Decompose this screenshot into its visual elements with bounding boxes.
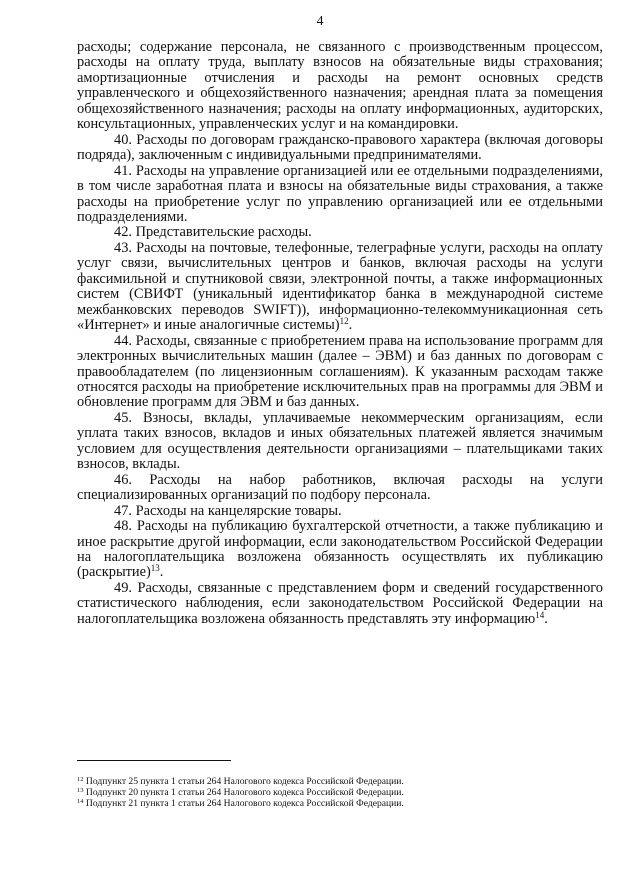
paragraph-43-text: 43. Расходы на почтовые, телефонные, телеграфные услуги, расходы на оплату услуг связи, вычислительных центров и банков, включая расходы на услуги факсимильной и спутниковой связи, электронной почты, а также информационных систем (СВИФТ (уникальный идентификатор банка в международной системе межбанковских переводов SWIFT)), информационно-телекоммуникационная сеть «Интернет» и иные аналогичные системы) (77, 239, 603, 334)
footnote-mark: 14 (77, 798, 84, 806)
paragraph-47: 47. Расходы на канцелярские товары. (114, 502, 342, 519)
paragraph-43: 43. Расходы на почтовые, телефонные, телеграфные услуги, расходы на оплату услуг связи, вычислительных центров и банков, включая расходы на услуги факсимильной и спутниковой связи, электронной почты, а также информационных систем (СВИФТ (уникальный идентификатор банка в международной системе межбанковских переводов SWIFT)), информационно-телекоммуникационная сеть «Интернет» и иные аналогичные системы)$^{12}$. (77, 239, 603, 334)
paragraph-44: 44. Расходы, связанные с приобретением права на использование программ для электронных вычислительных машин (далее – ЭВМ) и баз данных по договорам с правообладателем (по лицензионным соглашениям). К указанным расходам также относятся расходы на приобретение исключительных прав на программы для ЭВМ и обновление программ для ЭВМ и баз данных. (77, 332, 603, 411)
footnote-ref-14: 14 (535, 609, 545, 620)
footnote-separator (77, 760, 231, 761)
paragraph-49-text: 49. Расходы, связанные с представлением форм и сведений государственного статистического наблюдения, если законодательством Российской Федерации на налогоплательщика возложена обязанность представлять эту информацию (77, 579, 603, 627)
paragraph-40: 40. Расходы по договорам гражданско-правового характера (включая договоры подряда), заключенным с индивидуальными предпринимателями. (77, 131, 603, 164)
document-body (77, 40, 603, 627)
footnotes (77, 776, 603, 810)
footnote-mark: 13 (77, 787, 84, 795)
paragraph-46: 46. Расходы на набор работников, включая расходы на услуги специализированных организаций по подбору персонала. (77, 471, 603, 504)
footnote-text: Подпункт 25 пункта 1 статьи 264 Налогового кодекса Российской Федерации. (85, 776, 404, 787)
footnote-14 (77, 798, 603, 809)
footnote-13 (77, 787, 603, 798)
footnote-mark: 12 (77, 776, 84, 783)
paragraph-45: 45. Взносы, вклады, уплачиваемые некоммерческим организациям, если уплата таких взносов, вкладов и иных обязательных платежей является значимым условием для осуществления деятельности организациями – плательщиками таких взносов, вклады. (77, 409, 603, 473)
footnote-ref-13: 13 (150, 563, 160, 574)
footnote-text: Подпункт 21 пункта 1 статьи 264 Налогового кодекса Российской Федерации. (85, 798, 404, 810)
paragraph-41: 41. Расходы на управление организацией или ее отдельными подразделениями, в том числе заработная плата и взносы на обязательные виды страхования, а также расходы на приобретение услуг по управлению организацией или ее отдельными подразделениями. (77, 162, 603, 225)
paragraph-48-text: 48. Расходы на публикацию бухгалтерской отчетности, а также публикацию и иное раскрытие другой информации, если законодательством Российской Федерации на налогоплательщика возложена обязанность осуществлять их публикацию (раскрытие) (77, 518, 603, 581)
paragraph-39-continued: расходы; содержание персонала, не связанного с производственным процессом, расходы на оплату труда, выплату взносов на обязательные виды страхования; амортизационные отчисления и расходы на ремонт основных средств управленческого и общехозяйственного назначения; арендная плата за помещения общехозяйственного назначения; расходы на оплату информационных, аудиторских, консультационных, управленческих услуг и на командировки. (77, 39, 603, 133)
footnote-text: Подпункт 20 пункта 1 статьи 264 Налогового кодекса Российской Федерации. (85, 787, 404, 799)
footnote-12 (77, 776, 603, 787)
paragraph-49: 49. Расходы, связанные с представлением форм и сведений государственного статистического наблюдения, если законодательством Российской Федерации на налогоплательщика возложена обязанность представлять эту информацию$^{14}$. (77, 579, 603, 627)
footnote-ref-12: 12 (339, 316, 349, 327)
paragraph-42: 42. Представительские расходы. (114, 224, 312, 241)
paragraph-48: 48. Расходы на публикацию бухгалтерской отчетности, а также публикацию и иное раскрытие другой информации, если законодательством Российской Федерации на налогоплательщика возложена обязанность осуществлять их публикацию (раскрытие)$^{13}$. (77, 518, 603, 581)
page-number: 4 (316, 14, 324, 29)
